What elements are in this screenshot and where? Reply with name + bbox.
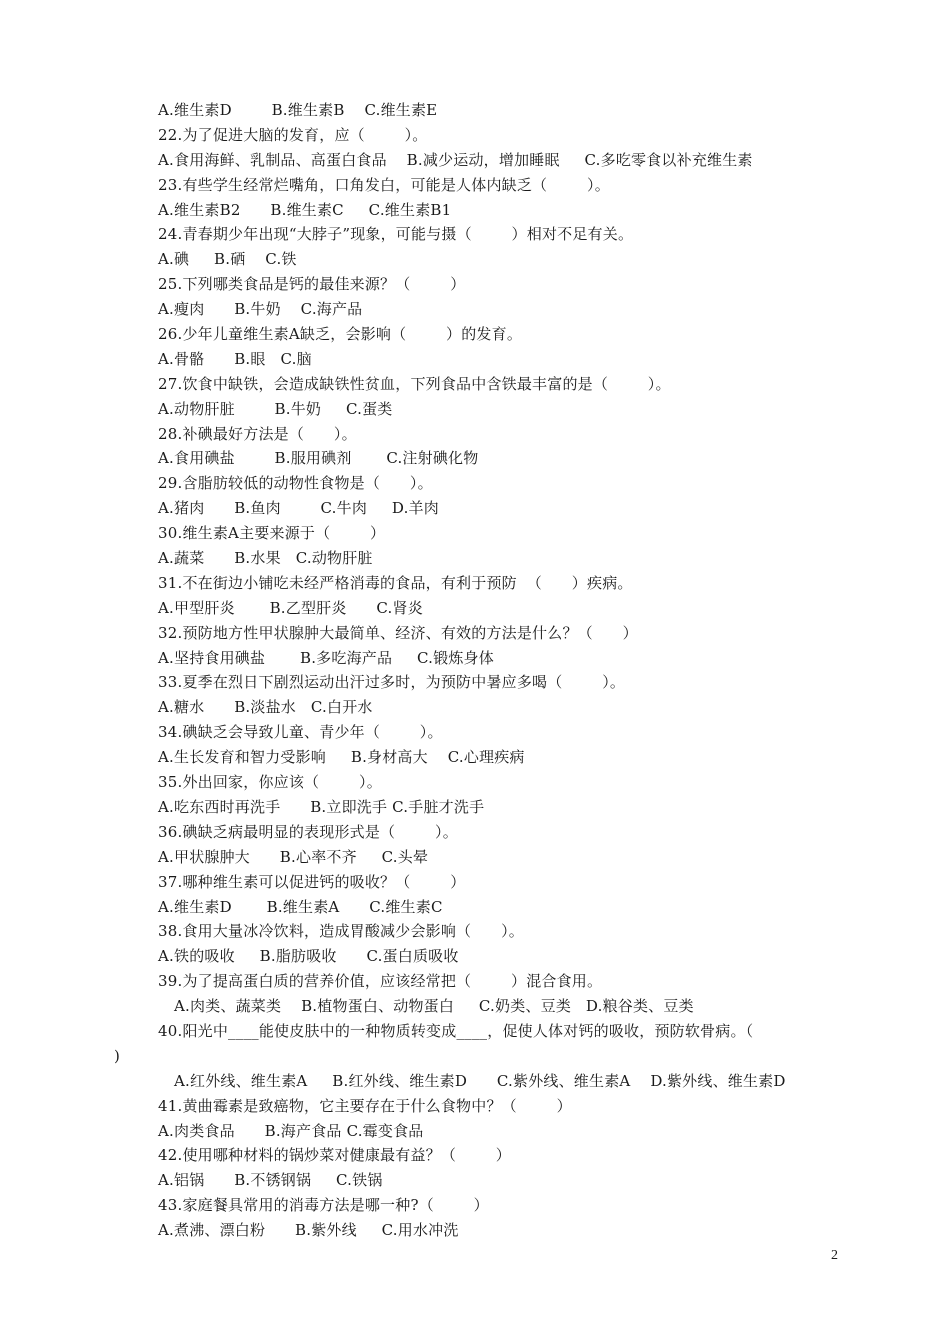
question-line: 31.不在街边小铺吃未经严格消毒的食品，有利于预防 （ ）疾病。 (158, 573, 633, 592)
option-line: A.蔬菜 B.水果 C.动物肝脏 (158, 549, 373, 568)
question-line: 23.有些学生经常烂嘴角，口角发白，可能是人体内缺乏（ ）。 (158, 175, 610, 194)
question-line: 22.为了促进大脑的发育，应（ ）。 (158, 125, 428, 144)
option-line: A.坚持食用碘盐 B.多吃海产品 C.锻炼身体 (158, 648, 494, 667)
option-line: A.肉类食品 B.海产食品 C.霉变食品 (158, 1121, 424, 1140)
option-line: A.吃东西时再洗手 B.立即洗手 C.手脏才洗手 (158, 797, 485, 816)
option-line: A.碘 B.硒 C.铁 (158, 250, 297, 269)
option-line: A.肉类、蔬菜类 B.植物蛋白、动物蛋白 C.奶类、豆类 D.粮谷类、豆类 (174, 997, 694, 1016)
option-line: A.猪肉 B.鱼肉 C.牛肉 D.羊肉 (158, 499, 439, 518)
option-line: A.维生素D B.维生素A C.维生素C (158, 897, 443, 916)
question-line: 24.青春期少年出现“大脖子”现象，可能与摄（ ）相对不足有关。 (158, 225, 634, 244)
question-line: 30.维生素A主要来源于（ ） (158, 524, 386, 543)
option-line: A.甲型肝炎 B.乙型肝炎 C.肾炎 (158, 598, 423, 617)
question-line: 35.外出回家，你应该（ ）。 (158, 773, 382, 792)
option-line: A.甲状腺肿大 B.心率不齐 C.头晕 (158, 847, 429, 866)
option-line: A.维生素B2 B.维生素C C.维生素B1 (158, 200, 452, 219)
option-line: A.红外线、维生素A B.红外线、维生素D C.紫外线、维生素A D.紫外线、维生素D (174, 1071, 786, 1090)
option-line: A.食用海鲜、乳制品、高蛋白食品 B.减少运动，增加睡眠 C.多吃零食以补充维生素 (158, 150, 753, 169)
question-line: 32.预防地方性甲状腺肿大最简单、经济、有效的方法是什么？（ ） (158, 623, 638, 642)
option-line: A.糖水 B.淡盐水 C.白开水 (158, 698, 373, 717)
question-line: 37.哪种维生素可以促进钙的吸收？（ ） (158, 872, 466, 891)
option-line: A.煮沸、漂白粉 B.紫外线 C.用水冲洗 (158, 1221, 459, 1240)
question-line: 29.含脂肪较低的动物性食物是（ ）。 (158, 474, 433, 493)
question-line: 28.补碘最好方法是（ ）。 (158, 424, 357, 443)
question-line: 33.夏季在烈日下剧烈运动出汗过多时，为预防中暑应多喝（ ）。 (158, 673, 626, 692)
option-line: A.动物肝脏 B.牛奶 C.蛋类 (158, 399, 393, 418)
question-line: 42.使用哪种材料的锅炒菜对健康最有益？（ ） (158, 1146, 512, 1165)
option-line: A.瘦肉 B.牛奶 C.海产品 (158, 300, 363, 319)
question-line: 26.少年儿童维生素A缺乏，会影响（ ）的发育。 (158, 325, 523, 344)
option-line: A.骨骼 B.眼 C.脑 (158, 349, 312, 368)
question-line: 39.为了提高蛋白质的营养价值，应该经常把（ ）混合食用。 (158, 972, 603, 991)
page-number: 2 (831, 1248, 838, 1263)
question-line: 34.碘缺乏会导致儿童、青少年（ ）。 (158, 723, 443, 742)
question-line-wrap: ) (114, 1046, 120, 1065)
question-line: 27.饮食中缺铁，会造成缺铁性贫血，下列食品中含铁最丰富的是（ ）。 (158, 374, 671, 393)
option-line: A.食用碘盐 B.服用碘剂 C.注射碘化物 (158, 449, 479, 468)
question-line: 41.黄曲霉素是致癌物，它主要存在于什么食物中？（ ） (158, 1096, 572, 1115)
option-line: A.铝锅 B.不锈钢锅 C.铁锅 (158, 1171, 383, 1190)
option-line: A.维生素D B.维生素B C.维生素E (158, 101, 438, 119)
question-line: 43.家庭餐具常用的消毒方法是哪一种?（ ） (158, 1196, 489, 1215)
option-line: A.铁的吸收 B.脂肪吸收 C.蛋白质吸收 (158, 947, 459, 966)
question-line: 40.阳光中____能使皮肤中的一种物质转变成____，促使人体对钙的吸收，预防软骨病。（ (158, 1021, 754, 1040)
question-line: 25.下列哪类食品是钙的最佳来源？（ ） (158, 275, 466, 294)
question-list (114, 98, 848, 1243)
question-line: 38.食用大量冰冷饮料，造成胃酸减少会影响（ ）。 (158, 922, 524, 941)
option-line: A.生长发育和智力受影响 B.身材高大 C.心理疾病 (158, 748, 525, 767)
question-line: 36.碘缺乏病最明显的表现形式是（ ）。 (158, 822, 458, 841)
